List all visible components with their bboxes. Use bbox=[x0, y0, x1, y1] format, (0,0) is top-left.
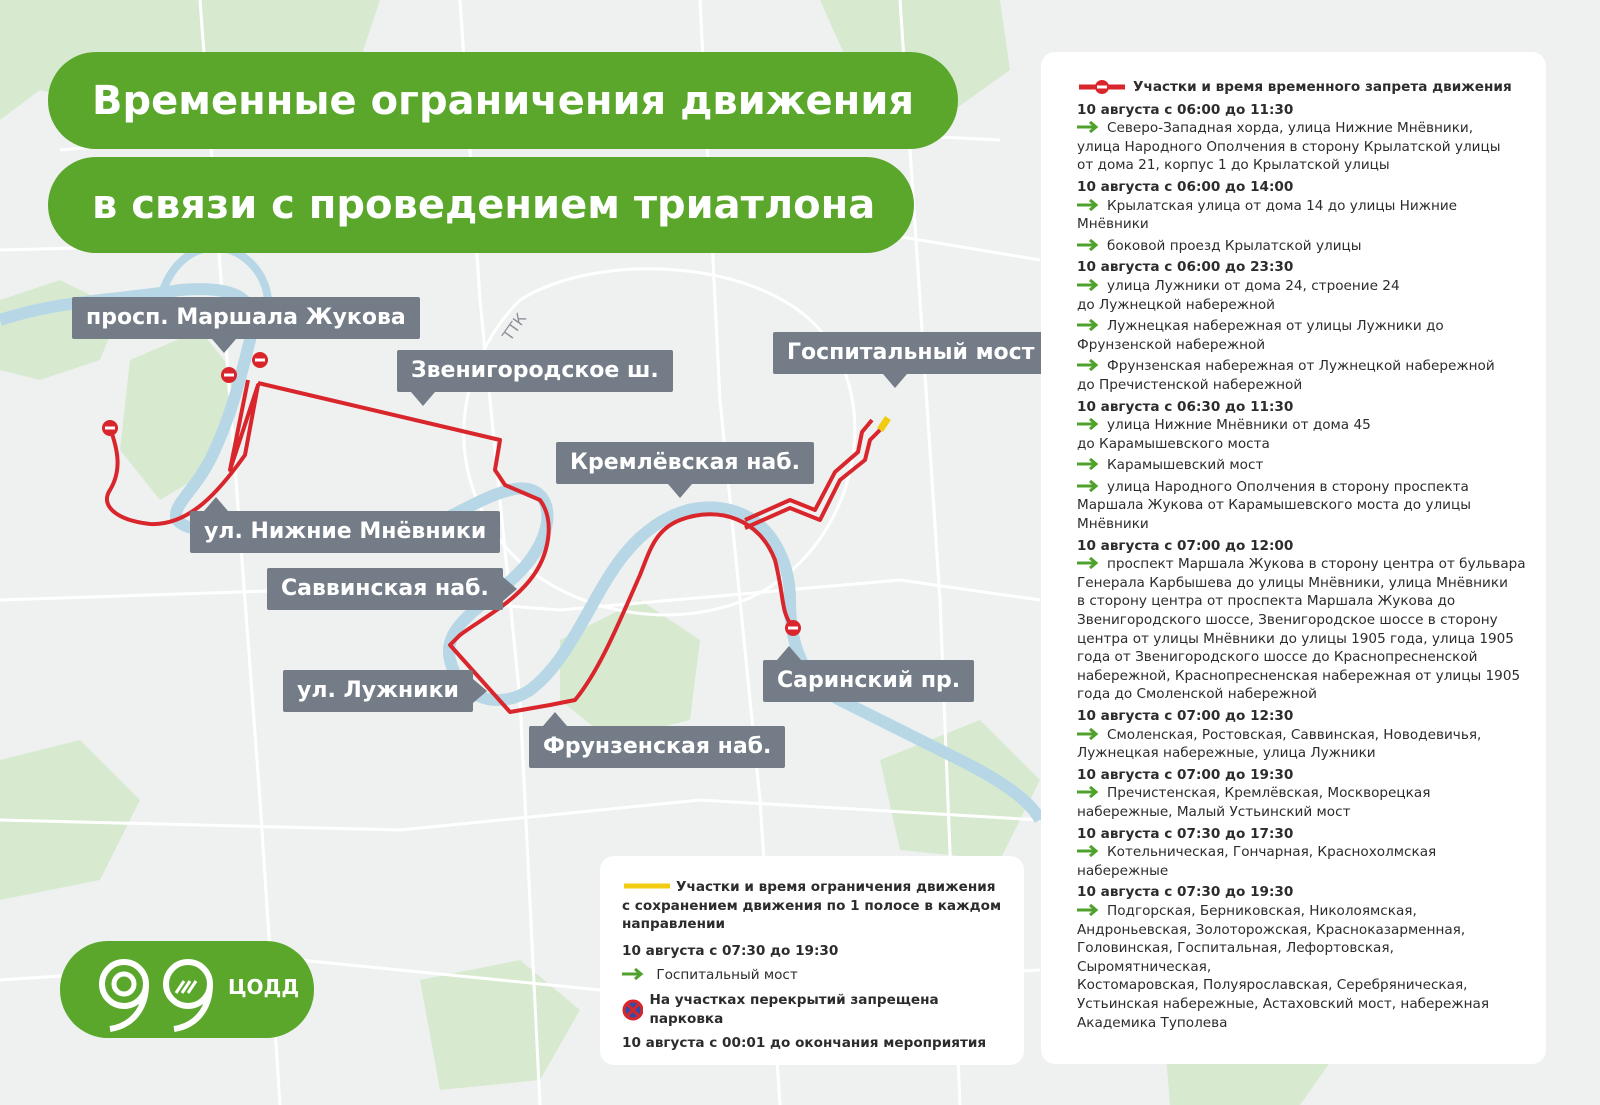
limited-legend-icon bbox=[622, 878, 672, 894]
closure-item-line: Звенигородского шоссе, Звенигородское шоссе в сторону bbox=[1077, 612, 1498, 629]
green-arrow-icon bbox=[622, 968, 648, 980]
pointer bbox=[668, 484, 692, 498]
closure-item bbox=[1077, 416, 1528, 453]
closure-legend-text: Участки и время временного запрета движения bbox=[1133, 79, 1512, 95]
green-arrow-icon bbox=[1077, 480, 1103, 492]
closure-item-line: Лужнецкая набережная от улицы Лужники до bbox=[1107, 318, 1444, 335]
title-line-2 bbox=[48, 157, 914, 253]
closure-item-line: до Лужнецкой набережной bbox=[1077, 296, 1275, 313]
no-parking-icon bbox=[622, 999, 643, 1021]
pointer bbox=[883, 374, 907, 388]
closure-item-line: боковой проезд Крылатской улицы bbox=[1107, 237, 1362, 254]
closure-item-line: Пречистенская, Кремлёвская, Москворецкая bbox=[1107, 785, 1431, 802]
label-text: Фрунзенская наб. bbox=[543, 734, 772, 759]
pointer bbox=[543, 712, 567, 726]
label-kremlevskaya bbox=[556, 442, 814, 484]
closure-item-line: Андроньевская, Золоторожская, Красноказарменная, bbox=[1077, 921, 1466, 938]
closure-date: 10 августа с 06:00 до 14:00 bbox=[1077, 178, 1294, 195]
closure-item bbox=[1077, 784, 1528, 821]
closure-date: 10 августа с 07:00 до 12:30 bbox=[1077, 708, 1294, 724]
closure-groups bbox=[1077, 101, 1528, 1033]
closure-item-line: набережные, Малый Устьинский мост bbox=[1077, 803, 1351, 820]
closure-item bbox=[1077, 119, 1528, 175]
closure-item bbox=[1077, 456, 1528, 475]
closure-item-line: Фрунзенской набережной bbox=[1077, 336, 1266, 353]
closure-item-line: Смоленская, Ростовская, Саввинская, Новодевичья, bbox=[1107, 726, 1482, 743]
title-text-2: в связи с проведением триатлона bbox=[92, 182, 876, 228]
label-text: Госпитальный мост bbox=[787, 340, 1035, 365]
title-text-1: Временные ограничения движения bbox=[92, 77, 915, 124]
legend-line: Участки и время ограничения движения bbox=[676, 879, 996, 895]
closure-item-line: улица Лужники от дома 24, строение 24 bbox=[1107, 277, 1400, 294]
closure-date: 10 августа с 06:00 до 11:30 bbox=[1077, 101, 1294, 118]
green-arrow-icon bbox=[1077, 239, 1103, 251]
closure-item-line: года до Смоленской набережной bbox=[1077, 686, 1317, 703]
green-arrow-icon bbox=[1077, 319, 1103, 331]
label-zhukova bbox=[72, 297, 420, 339]
closure-item-line: Крылатская улица от дома 14 до улицы Нижние Мнёвники bbox=[1077, 197, 1458, 233]
pointer bbox=[473, 679, 487, 703]
closure-item bbox=[1077, 726, 1528, 763]
pointer bbox=[204, 497, 228, 511]
label-text: Саввинская наб. bbox=[281, 576, 489, 601]
codd-logo bbox=[60, 941, 314, 1038]
closure-item bbox=[1077, 317, 1528, 354]
legend-line: с сохранением движения по 1 полосе в каждом bbox=[622, 897, 1002, 914]
codd-logo-text: ЦОДД bbox=[228, 975, 300, 999]
closure-item-line: года от Звенигородского шоссе до Краснопресненской bbox=[1077, 649, 1478, 666]
codd-logo-icon bbox=[60, 941, 220, 1038]
green-arrow-icon bbox=[1077, 728, 1103, 740]
closure-item-line: Подгорская, Берниковская, Николоямская, bbox=[1107, 902, 1417, 919]
green-arrow-icon bbox=[1077, 904, 1103, 916]
green-arrow-icon bbox=[1077, 359, 1103, 371]
label-text: ул. Нижние Мнёвники bbox=[204, 519, 487, 544]
closure-item-line: Генерала Карбышева до улицы Мнёвники, улица Мнёвники bbox=[1077, 574, 1508, 591]
closure-item bbox=[1077, 237, 1528, 256]
pointer bbox=[212, 339, 236, 353]
closure-item bbox=[1077, 555, 1528, 704]
closure-item-line: улица Народного Ополчения в сторону Крылатской улицы bbox=[1077, 138, 1501, 155]
ttk-label: ТТК bbox=[498, 309, 531, 345]
closure-item-line: Лужнецкая набережные, улица Лужники bbox=[1077, 745, 1376, 762]
green-arrow-icon bbox=[1077, 557, 1103, 569]
label-frunzenskaya bbox=[529, 726, 785, 768]
closure-item-line: Костомаровская, Полуярославская, Серебряническая, bbox=[1077, 977, 1468, 994]
closure-item-line: Академика Туполева bbox=[1077, 1014, 1228, 1031]
closure-item-line: улица Нижние Мнёвники от дома 45 bbox=[1107, 417, 1371, 434]
limited-legend bbox=[622, 878, 1008, 897]
closure-item bbox=[1077, 357, 1528, 394]
closure-item-line: Устьинская набережные, Астаховский мост, набережная bbox=[1077, 995, 1490, 1012]
green-arrow-icon bbox=[1077, 458, 1103, 470]
closure-date: 10 августа с 06:30 до 11:30 bbox=[1077, 398, 1294, 415]
label-zvenigorodskoe bbox=[397, 350, 673, 392]
parking-text: На участках перекрытий запрещена парковка bbox=[649, 991, 939, 1027]
closure-item-line: Фрунзенская набережная от Лужнецкой набережной bbox=[1107, 358, 1495, 375]
green-arrow-icon bbox=[1077, 786, 1103, 798]
parking-row bbox=[622, 991, 1008, 1028]
closure-item bbox=[1077, 902, 1528, 1032]
closure-schedule-panel bbox=[1041, 52, 1546, 1064]
closure-legend bbox=[1077, 78, 1528, 97]
closure-item-line: проспект Маршала Жукова в сторону центра от бульвара bbox=[1107, 556, 1526, 573]
label-text: ул. Лужники bbox=[297, 678, 459, 703]
limited-item-text: Госпитальный мост bbox=[656, 967, 798, 984]
green-arrow-icon bbox=[1077, 845, 1103, 857]
closure-date: 10 августа с 07:30 до 19:30 bbox=[1077, 884, 1294, 901]
limited-traffic-panel bbox=[600, 856, 1024, 1065]
label-text: Кремлёвская наб. bbox=[570, 450, 800, 475]
label-mnevniki bbox=[190, 511, 500, 553]
legend-line: направлении bbox=[622, 916, 726, 933]
closure-date: 10 августа с 06:00 до 23:30 bbox=[1077, 259, 1294, 276]
closure-date: 10 августа с 07:00 до 12:00 bbox=[1077, 537, 1294, 554]
pointer bbox=[411, 392, 435, 406]
pointer bbox=[777, 646, 801, 660]
closure-item-line: Котельническая, Гончарная, Краснохолмская набережные bbox=[1077, 844, 1437, 879]
label-luzhniki bbox=[283, 670, 473, 712]
closure-item-line: Маршала Жукова от Карамышевского моста до улицы bbox=[1077, 497, 1471, 514]
closure-legend-icon bbox=[1077, 79, 1127, 95]
closure-item-line: Северо-Западная хорда, улица Нижние Мнёвники, bbox=[1107, 120, 1474, 137]
closure-item-line: Карамышевский мост bbox=[1107, 457, 1264, 474]
label-savvinskaya bbox=[267, 568, 503, 610]
closure-item-line: Мнёвники bbox=[1077, 516, 1149, 533]
closure-date: 10 августа с 07:00 до 19:30 bbox=[1077, 766, 1294, 783]
green-arrow-icon bbox=[1077, 279, 1103, 291]
label-text: Саринский пр. bbox=[777, 668, 961, 693]
closure-item-line: до Карамышевского моста bbox=[1077, 435, 1270, 452]
limited-legend-rest bbox=[622, 897, 1008, 934]
closure-item bbox=[1077, 478, 1528, 534]
closure-item-line: до Пречистенской набережной bbox=[1077, 376, 1303, 393]
label-gospitalny bbox=[773, 332, 1048, 374]
closure-item-line: Головинская, Госпитальная, Лефортовская, Сыромятническая, bbox=[1077, 940, 1394, 975]
green-arrow-icon bbox=[1077, 199, 1103, 211]
closure-item-line: центра от улицы Мнёвники до улицы 1905 года, улица 1905 bbox=[1077, 630, 1514, 647]
closure-date: 10 августа с 07:30 до 17:30 bbox=[1077, 825, 1294, 842]
parking-date: 10 августа с 00:01 до окончания мероприятия bbox=[622, 1035, 987, 1052]
closure-item bbox=[1077, 277, 1528, 314]
closure-item-line: набережной, Краснопресненская набережная от улицы 1905 bbox=[1077, 667, 1521, 684]
green-arrow-icon bbox=[1077, 418, 1103, 430]
limited-legend-text bbox=[676, 878, 995, 897]
label-text: Звенигородское ш. bbox=[411, 358, 659, 383]
closure-item-line: улица Народного Ополчения в сторону проспекта bbox=[1107, 478, 1469, 495]
closure-item bbox=[1077, 197, 1528, 234]
closure-item bbox=[1077, 843, 1528, 880]
title-line-1 bbox=[48, 52, 958, 149]
closure-item-line: в сторону центра от проспекта Маршала Жукова до bbox=[1077, 593, 1456, 610]
label-text: просп. Маршала Жукова bbox=[86, 305, 406, 330]
green-arrow-icon bbox=[1077, 121, 1103, 133]
pointer bbox=[503, 577, 517, 601]
label-sarinsky bbox=[763, 660, 974, 702]
closure-item-line: от дома 21, корпус 1 до Крылатской улицы bbox=[1077, 157, 1390, 174]
limited-date: 10 августа с 07:30 до 19:30 bbox=[622, 942, 839, 959]
limited-item bbox=[622, 966, 1008, 985]
